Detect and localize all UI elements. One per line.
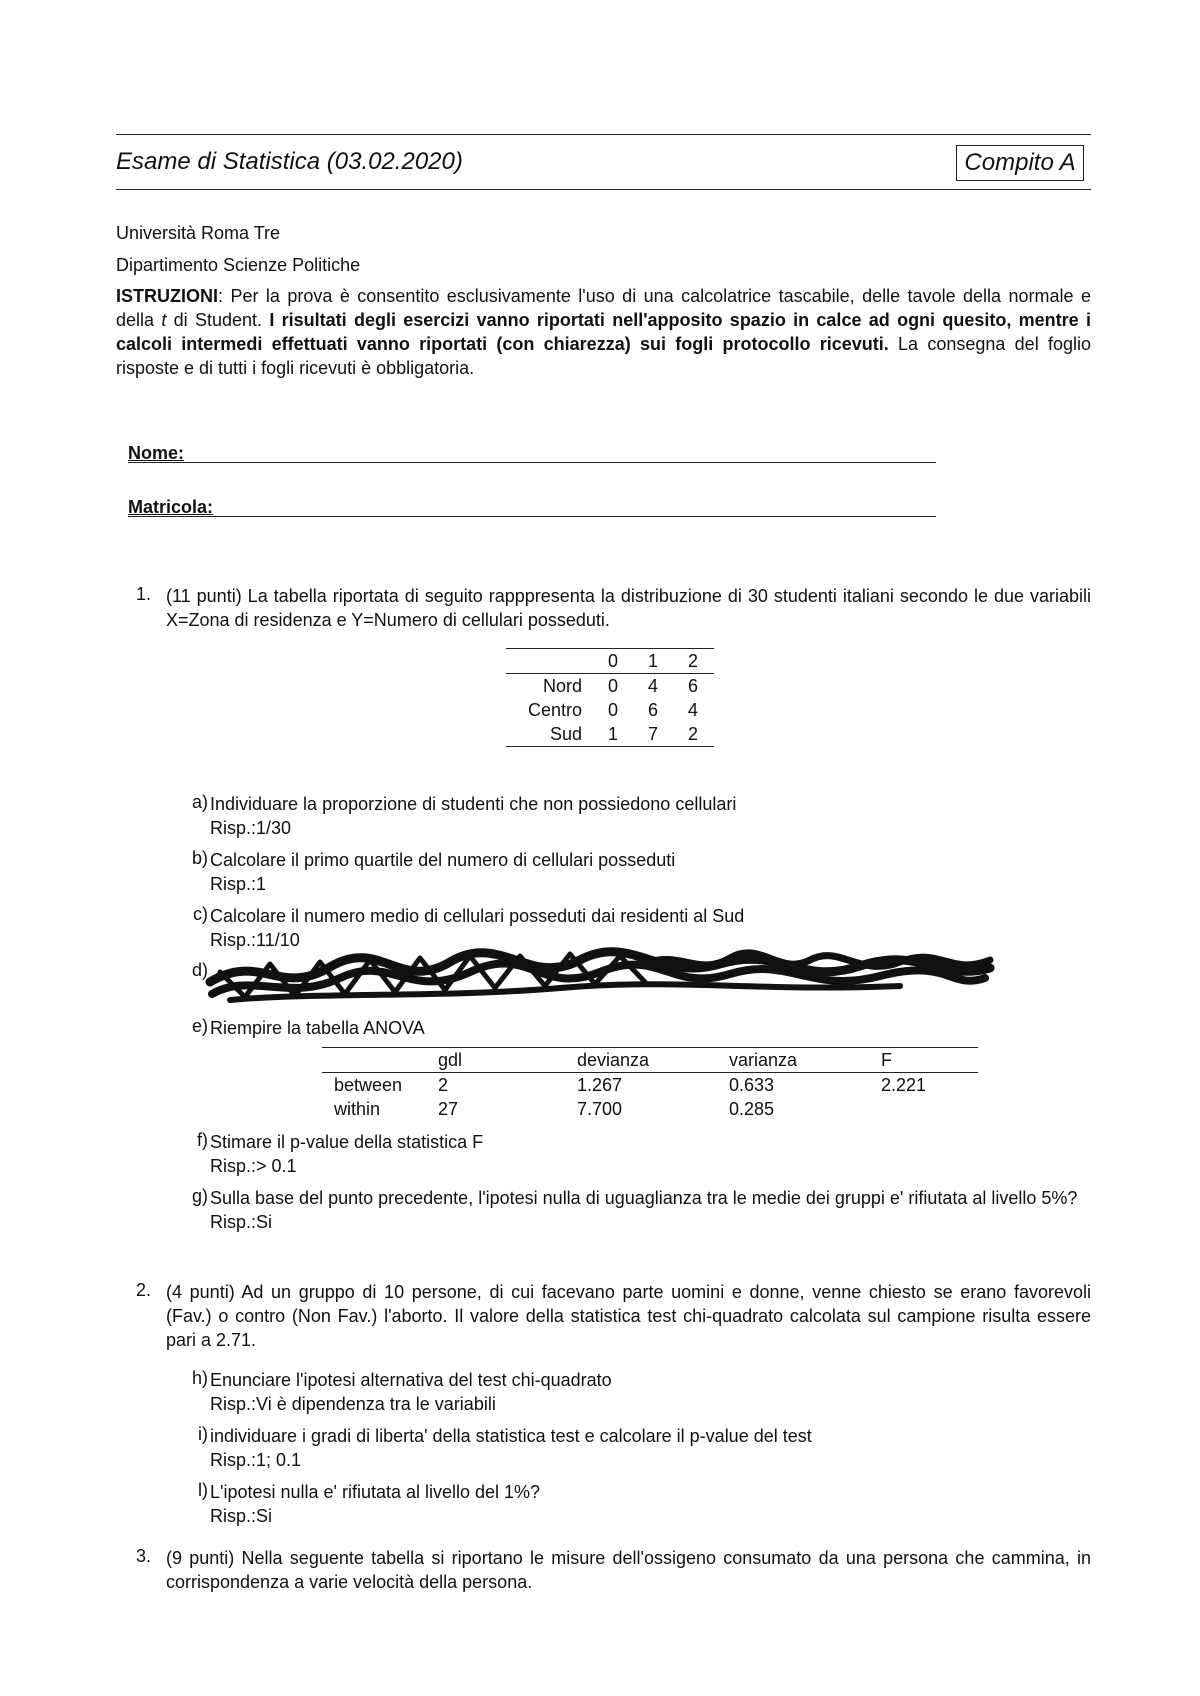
exam-title: Esame di Statistica (03.02.2020) bbox=[116, 148, 463, 175]
table-row bbox=[506, 698, 714, 722]
item-i bbox=[210, 1424, 1090, 1472]
item-b bbox=[210, 848, 1090, 896]
item-f bbox=[210, 1130, 1090, 1178]
question-3-text: (9 punti) Nella seguente tabella si riportano le misure dell'ossigeno consumato da una persona che cammina, in corrispondenza a varie velocità della persona. bbox=[166, 1548, 1091, 1592]
item-a-answer: Risp.:1/30 bbox=[210, 818, 292, 838]
table-row bbox=[506, 674, 714, 699]
item-f-letter: f) bbox=[197, 1130, 208, 1150]
item-h-answer: Risp.:Vi è dipendenza tra le variabili bbox=[210, 1394, 496, 1414]
instructions bbox=[116, 284, 1091, 380]
anova-row bbox=[322, 1073, 978, 1098]
anova-header: varianza bbox=[717, 1048, 869, 1073]
instructions-bold: I risultati degli esercizi vanno riportati nell'apposito spazio in calce ad ogni quesito, mentre i calcoli intermedi effettuati vanno riportati (con chiarezza) sui fogli protocollo ricevuti. bbox=[116, 310, 1091, 354]
anova-cell: within bbox=[334, 1098, 381, 1119]
instructions-part2: di Student. bbox=[166, 310, 270, 330]
table-cell: 6 bbox=[647, 699, 658, 720]
item-i-letter: i) bbox=[198, 1424, 208, 1444]
question-2-number: 2. bbox=[136, 1280, 152, 1300]
item-f-answer: Risp.:> 0.1 bbox=[210, 1156, 297, 1176]
table-cell: 7 bbox=[634, 722, 674, 747]
question-2-text: (4 punti) Ad un gruppo di 10 persone, di cui facevano parte uomini e donne, venne chiesto se erano favorevoli (Fav.) o contro (Non Fav.) l'aborto. Il valore della statistica test chi-quadrato calcolata sul campione risulta essere pari a 2.71. bbox=[166, 1282, 1091, 1350]
table-col-header: 0 bbox=[594, 649, 634, 674]
header-top-rule bbox=[116, 134, 1091, 135]
anova-header: gdl bbox=[426, 1048, 565, 1073]
table-row-label: Centro bbox=[527, 699, 582, 720]
item-a-letter: a) bbox=[191, 792, 208, 812]
item-h-text: Enunciare l'ipotesi alternativa del test chi-quadrato bbox=[210, 1370, 612, 1390]
anova-cell: 2.221 bbox=[881, 1074, 927, 1095]
header-bottom-rule bbox=[116, 189, 1091, 190]
exam-version-box: Compito A bbox=[956, 145, 1084, 181]
anova-row bbox=[322, 1097, 978, 1121]
redaction-scribble bbox=[200, 942, 1000, 1004]
item-d-letter: d) bbox=[191, 960, 208, 980]
university-name: Università Roma Tre bbox=[116, 223, 281, 243]
item-l bbox=[210, 1480, 1090, 1528]
item-g-letter: g) bbox=[191, 1186, 208, 1206]
instructions-part1: : Per la prova è consentito esclusivamente l'uso di una calcolatrice tascabile, delle tavole della normale e della bbox=[116, 286, 1091, 330]
anova-header-row bbox=[322, 1048, 978, 1073]
item-a-text: Individuare la proporzione di studenti che non possiedono cellulari bbox=[210, 794, 737, 814]
anova-cell: 27 bbox=[438, 1098, 459, 1119]
table-row bbox=[506, 722, 714, 747]
question-1-text: (11 punti) La tabella riportata di seguito rapppresenta la distribuzione di 30 studenti italiani secondo le due variabili X=Zona di residenza e Y=Numero di cellulari posseduti. bbox=[166, 586, 1091, 630]
item-e-text: Riempire la tabella ANOVA bbox=[210, 1018, 425, 1038]
anova-header: devianza bbox=[565, 1048, 717, 1073]
table-col-header: 1 bbox=[634, 649, 674, 674]
item-a bbox=[210, 792, 1090, 840]
item-b-answer: Risp.:1 bbox=[210, 874, 267, 894]
item-i-text: individuare i gradi di liberta' della statistica test e calcolare il p-value del test bbox=[210, 1426, 812, 1446]
anova-table bbox=[322, 1047, 978, 1121]
table-cell: 4 bbox=[647, 675, 658, 696]
question-1-number: 1. bbox=[136, 584, 152, 604]
item-g-answer: Risp.:Si bbox=[210, 1212, 273, 1232]
item-b-letter: b) bbox=[191, 848, 208, 868]
id-field-line[interactable] bbox=[128, 516, 936, 517]
item-b-text: Calcolare il primo quartile del numero di cellulari posseduti bbox=[210, 850, 676, 870]
item-f-text: Stimare il p-value della statistica F bbox=[210, 1132, 484, 1152]
table-cell: 1 bbox=[594, 722, 634, 747]
table-row-label: Nord bbox=[542, 675, 582, 696]
table-row-label: Sud bbox=[506, 722, 594, 747]
instructions-t: t bbox=[161, 310, 167, 330]
instructions-part3: La consegna del foglio risposte e di tutti i fogli ricevuti è obbligatoria. bbox=[116, 334, 1091, 378]
item-g bbox=[210, 1186, 1090, 1234]
table-col-header: 2 bbox=[674, 649, 714, 674]
item-l-text: L'ipotesi nulla e' rifiutata al livello del 1%? bbox=[210, 1482, 541, 1502]
name-field-line[interactable] bbox=[128, 462, 936, 463]
table-cell: 6 bbox=[687, 675, 698, 696]
item-i-answer: Risp.:1; 0.1 bbox=[210, 1450, 302, 1470]
instructions-label: ISTRUZIONI bbox=[116, 286, 218, 306]
table-cell: 2 bbox=[674, 722, 714, 747]
name-field-label: Nome: bbox=[128, 443, 185, 463]
question-3-number: 3. bbox=[136, 1546, 152, 1566]
anova-header bbox=[322, 1048, 426, 1073]
anova-cell: 7.700 bbox=[577, 1098, 623, 1119]
item-h-letter: h) bbox=[191, 1368, 208, 1388]
anova-cell: 0.285 bbox=[729, 1098, 775, 1119]
anova-cell: between bbox=[334, 1074, 403, 1095]
item-c-answer: Risp.:11/10 bbox=[210, 930, 300, 950]
anova-cell: 1.267 bbox=[577, 1074, 623, 1095]
item-c-text: Calcolare il numero medio di cellulari posseduti dai residenti al Sud bbox=[210, 906, 745, 926]
anova-header: F bbox=[869, 1048, 978, 1073]
cellphone-distribution-table bbox=[506, 648, 714, 747]
item-l-answer: Risp.:Si bbox=[210, 1506, 273, 1526]
department-name: Dipartimento Scienze Politiche bbox=[116, 255, 361, 275]
item-e-letter: e) bbox=[191, 1016, 208, 1036]
id-field-label: Matricola: bbox=[128, 497, 214, 517]
table-cell: 0 bbox=[607, 675, 618, 696]
item-l-letter: l) bbox=[198, 1480, 208, 1500]
table-cell: 4 bbox=[687, 699, 698, 720]
table-cell: 0 bbox=[607, 699, 618, 720]
anova-cell bbox=[869, 1097, 978, 1121]
item-g-text: Sulla base del punto precedente, l'ipotesi nulla di uguaglianza tra le medie dei gruppi e' rifiutata al livello 5%? bbox=[210, 1188, 1078, 1208]
anova-cell: 0.633 bbox=[729, 1074, 775, 1095]
anova-cell: 2 bbox=[438, 1074, 449, 1095]
item-h bbox=[210, 1368, 1090, 1416]
item-c-letter: c) bbox=[193, 904, 208, 924]
